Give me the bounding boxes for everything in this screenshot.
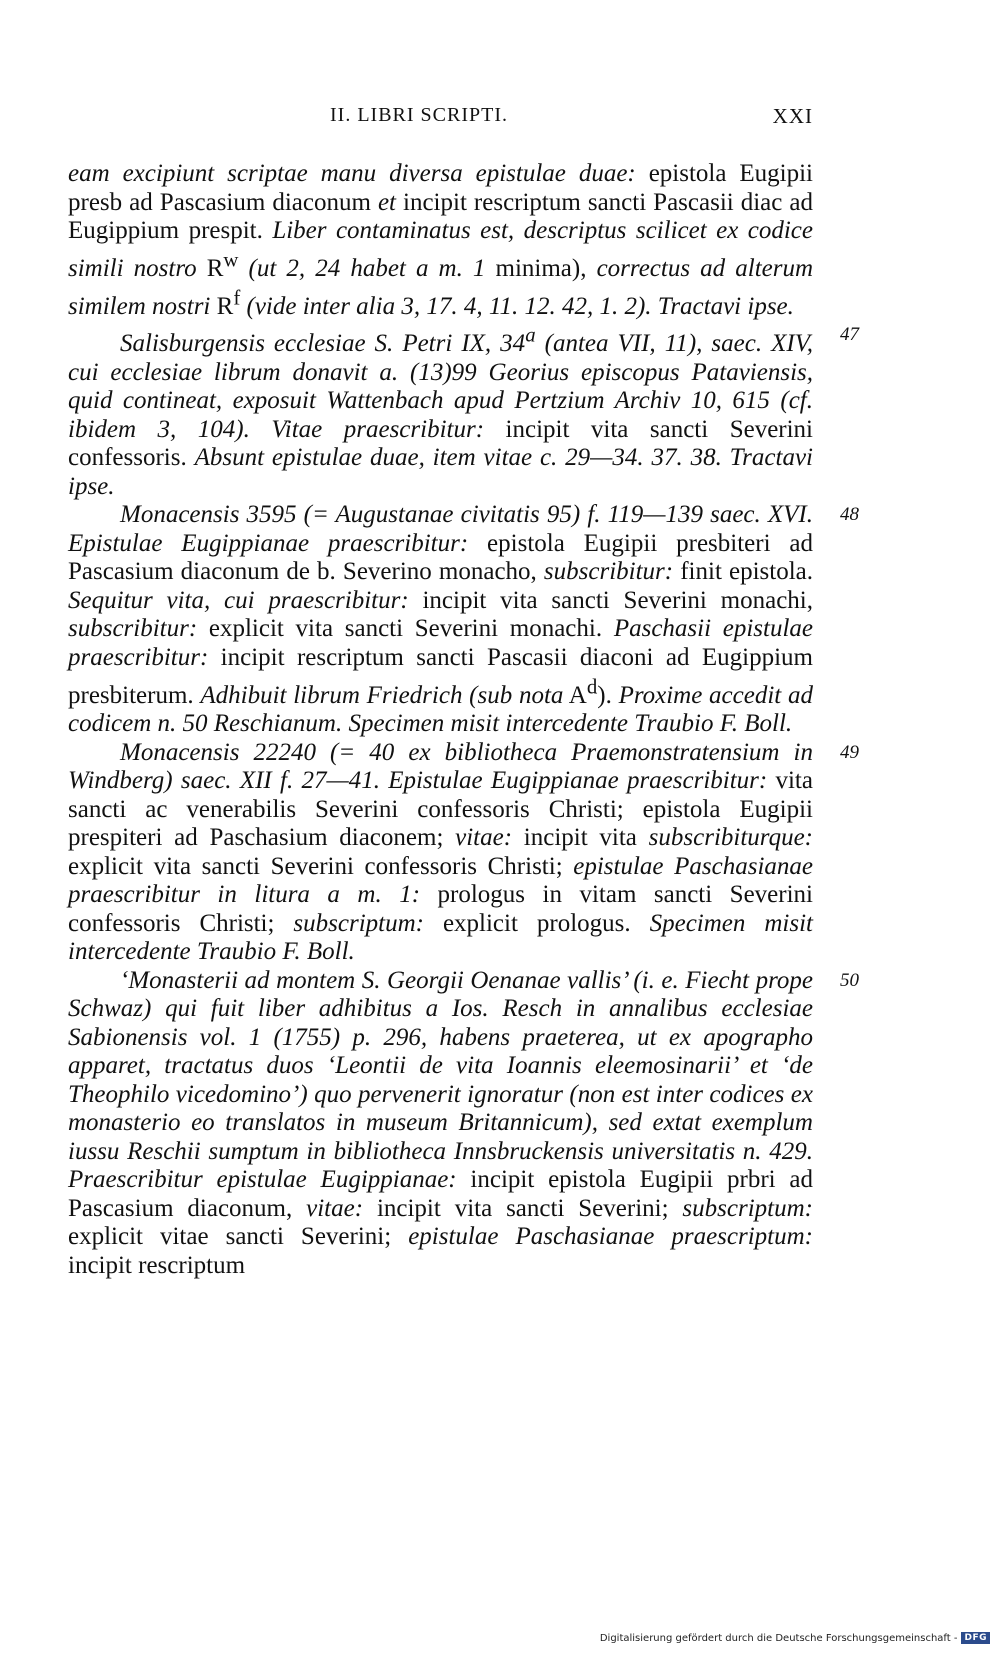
page-number: XXI — [772, 104, 813, 128]
margin-number: 50 — [840, 969, 859, 991]
margin-number: 49 — [840, 741, 859, 763]
paragraph — [68, 966, 859, 1281]
paragraph-text: Monacensis 22240 (= 40 ex bibliotheca Praemonstratensium in Windberg) saec. XII f. 27—41. Epistulae Eugippianae praescribitur: vita sancti ac venerabilis Severini confessoris Christi; epistola Eugipii prespiteri ad Paschasium diaconem; vitae: incipit vita subscribiturque: explicit vita sancti Severini confessoris Christi; epistulae Paschasianae praescribitur in litura a m. 1: prologus in vitam sancti Severini confessoris Christi; subscriptum: explicit prologus. Specimen misit intercedente Traubio F. Boll. — [68, 738, 813, 966]
margin-number: 48 — [840, 504, 859, 526]
credit-text: Digitalisierung gefördert durch die Deutsche Forschungsgemeinschaft - — [599, 1632, 958, 1644]
digitization-credit — [600, 1630, 990, 1646]
paragraph — [68, 160, 813, 321]
paragraph-text: Salisburgensis ecclesiae S. Petri IX, 34$^a$ (antea VII, 11), saec. XIV, cui ecclesiae librum donavit a. (13)99 Georius episcopus Pataviensis, quid contineat, exposuit Wattenbach apud Pertzium Archiv 10, 615 (cf. ibidem 3, 104). Vitae praescribitur: incipit vita sancti Severini confessoris. Absunt epistulae duae, item vitae c. 29—34. 37. 38. Tractavi ipse. — [68, 323, 814, 500]
running-title: II. LIBRI SCRIPTI. — [330, 104, 508, 126]
paragraph-text: ‘Monasterii ad montem S. Georgii Oenanae vallis’ (i. e. Fiecht prope Schwaz) qui fuit liber adhibitus a Ios. Resch in annalibus ecclesiae Sabionensis vol. 1 (1755) p. 296, habens praeterea, ut ex apographo apparet, tractatus duos ‘Leontii de vita Ioannis eleemosinarii’ et ‘de Theophilo vicedomino’) quo pervenerit ignoratur (non est inter codices ex monasterio eo translatos in museum Britannicum), sed extat exemplum iussu Reschii sumptum in bibliotheca Innsbruckensis universitatis n. 429. Praescribitur epistulae Eugippianae: incipit epistola Eugipii prbri ad Pascasium diaconum, vitae: incipit vita sancti Severini; subscriptum: explicit vitae sancti Severini; epistulae Paschasianae praescriptum: incipit rescriptum — [68, 966, 813, 1279]
paragraph — [68, 738, 859, 967]
running-head — [68, 104, 813, 134]
paragraph-text: eam excipiunt scriptae manu diversa epistulae duae: epistola Eugipii presb ad Pascasium diaconum et incipit rescriptum sancti Pascasii diac ad Eugippium prespit. Liber contaminatus est, descriptus scilicet ex codice simili nostro $R^w$ (ut 2, 24 habet a m. 1 minima), correctus ad alterum similem nostri $R^f$ (vide inter alia 3, 17. 4, 11. 12. 42, 1. 2). Tractavi ipse. — [68, 160, 814, 320]
paragraph — [68, 321, 859, 501]
margin-number: 47 — [840, 324, 859, 346]
dfg-logo: DFG — [961, 1632, 990, 1644]
body-text — [68, 160, 859, 1280]
paragraph — [68, 501, 859, 738]
paragraph-text: Monacensis 3595 (= Augustanae civitatis 95) f. 119—139 saec. XVI. Epistulae Eugippianae praescribitur: epistola Eugipii presbiteri ad Pascasium diaconum de b. Severino monacho, subscribitur: finit epistola. Sequitur vita, cui praescribitur: incipit vita sancti Severini monachi, subscribitur: explicit vita sancti Severini monachi. Paschasii epistulae praescribitur: incipit rescriptum sancti Pascasii diaconi ad Eugippium presbiterum. Adhibuit librum Friedrich (sub nota $A^d$). Proxime accedit ad codicem n. 50 Reschianum. Specimen misit intercedente Traubio F. Boll. — [68, 501, 814, 738]
